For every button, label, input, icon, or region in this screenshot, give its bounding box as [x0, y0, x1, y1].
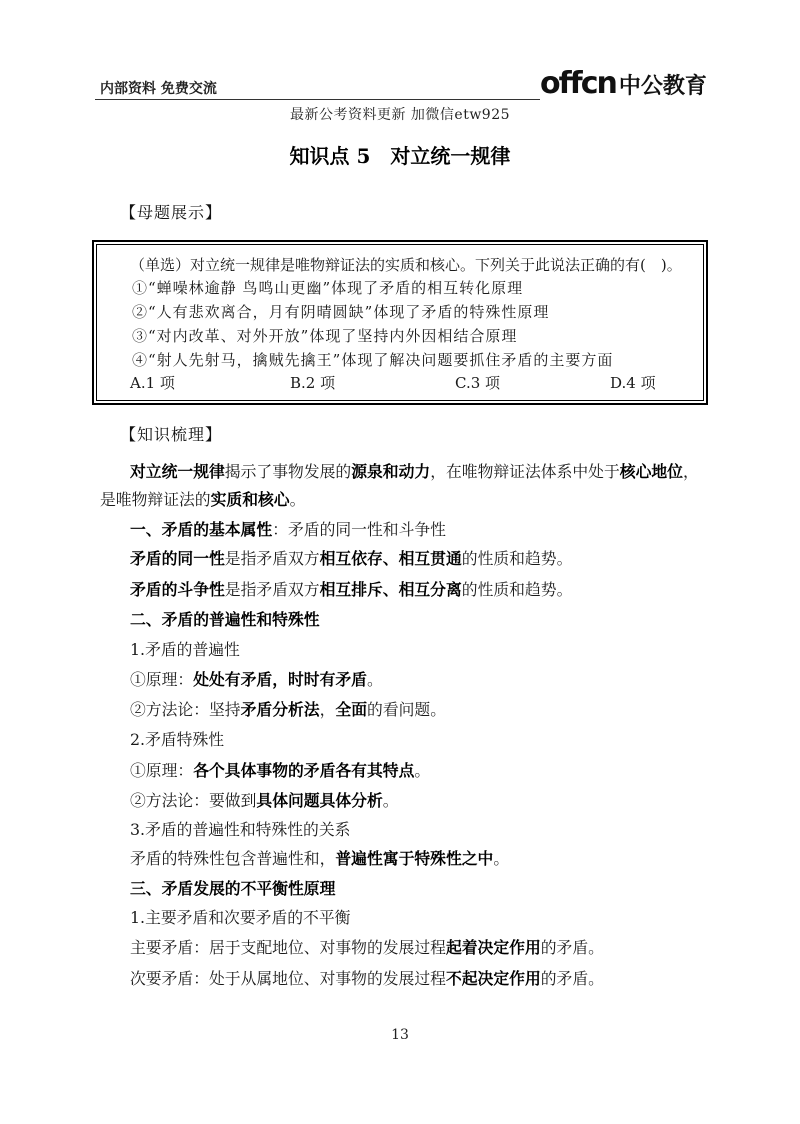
plain-text: ，	[319, 700, 336, 719]
plain-text: 主要矛盾：居于支配地位、对事物的发展过程	[130, 938, 446, 957]
plain-text: 的矛盾。	[540, 938, 604, 957]
knowledge-line	[130, 670, 383, 690]
plain-text: ：矛盾的同一性和斗争性	[272, 520, 446, 539]
plain-text: 。	[382, 791, 399, 810]
heading-level-2	[130, 640, 240, 660]
knowledge-line	[100, 490, 305, 510]
plain-text: 的看问题。	[367, 700, 447, 719]
plain-text: 揭示了事物发展的	[224, 462, 352, 481]
question-statement: ③“对内改革、对外开放”体现了坚持内外因相结合原理	[132, 327, 518, 345]
emphasis-text: 三、矛盾发展的不平衡性原理	[130, 879, 336, 898]
plain-text: 次要矛盾：处于从属地位、对事物的发展过程	[130, 969, 446, 988]
plain-text: ，	[682, 462, 699, 481]
knowledge-line	[130, 580, 572, 600]
plain-text: 。	[414, 761, 431, 780]
emphasis-text: 各个具体事物的矛盾各有其特点	[193, 761, 415, 780]
emphasis-text: 核心地位	[619, 462, 683, 481]
logo-cn-text: 中公教育	[618, 74, 707, 99]
plain-text: 3.矛盾的普遍性和特殊性的关系	[130, 820, 351, 839]
plain-text: 。	[289, 490, 306, 509]
plain-text: ②方法论：坚持	[130, 700, 241, 719]
emphasis-text: 二、矛盾的普遍性和特殊性	[130, 610, 320, 629]
emphasis-text: 对立统一规律	[130, 462, 225, 481]
knowledge-line	[130, 969, 604, 989]
question-box	[92, 240, 708, 405]
update-notice: 最新公考资料更新 加微信etw925	[289, 107, 511, 123]
plain-text: 1.矛盾的普遍性	[130, 640, 240, 659]
question-statement: ②“人有悲欢离合，月有阴晴圆缺”体现了矛盾的特殊性原理	[132, 303, 550, 321]
emphasis-text: 矛盾的斗争性	[130, 580, 225, 599]
emphasis-text: 不起决定作用	[445, 969, 541, 988]
answer-option-a: A.1 项	[130, 374, 175, 392]
emphasis-text: 实质和核心	[210, 490, 290, 509]
plain-text: ①原理：	[130, 761, 194, 780]
plain-text: 的性质和趋势。	[461, 580, 573, 599]
knowledge-line	[130, 700, 446, 720]
heading-level-2	[130, 730, 224, 750]
question-statement: ①“蝉噪林逾静 鸟鸣山更幽”体现了矛盾的相互转化原理	[132, 279, 524, 297]
plain-text: 的矛盾。	[540, 969, 604, 988]
answer-option-c: C.3 项	[455, 374, 501, 392]
knowledge-line	[130, 462, 699, 482]
knowledge-line	[130, 549, 572, 569]
plain-text: 是唯物辩证法的	[100, 490, 211, 509]
knowledge-line	[130, 761, 430, 781]
emphasis-text: 相互排斥、相互分离	[319, 580, 462, 599]
heading-level-1	[130, 520, 446, 540]
question-section-label: 【母题展示】	[120, 203, 223, 222]
plain-text: ，在唯物辩证法体系中处于	[430, 462, 620, 481]
knowledge-line	[130, 938, 604, 958]
emphasis-text: 矛盾分析法	[240, 700, 320, 719]
emphasis-text: 起着决定作用	[445, 938, 541, 957]
plain-text: ①原理：	[130, 670, 194, 689]
plain-text: 。	[493, 849, 510, 868]
header-left-text: 内部资料 免费交流	[100, 81, 217, 97]
plain-text: 2.矛盾特殊性	[130, 730, 225, 749]
emphasis-text: 一、矛盾的基本属性	[130, 520, 273, 539]
answer-option-b: B.2 项	[290, 374, 336, 392]
emphasis-text: 普遍性寓于特殊性之中	[335, 849, 494, 868]
question-statement: ④“射人先射马，擒贼先擒王”体现了解决问题要抓住矛盾的主要方面	[132, 351, 614, 369]
emphasis-text: 具体问题具体分析	[256, 791, 383, 810]
logo-latin-text: offcn	[540, 66, 616, 101]
emphasis-text: 源泉和动力	[351, 462, 431, 481]
knowledge-line	[130, 791, 399, 811]
heading-level-1	[130, 610, 320, 630]
question-stem: （单选）对立统一规律是唯物辩证法的实质和核心。下列关于此说法正确的有( )。	[130, 256, 682, 274]
emphasis-text: 相互依存、相互贯通	[319, 549, 462, 568]
answer-option-d: D.4 项	[610, 374, 656, 392]
offcn-logo	[540, 66, 707, 102]
plain-text: 是指矛盾双方	[224, 549, 320, 568]
heading-level-1	[130, 879, 335, 899]
plain-text: 是指矛盾双方	[224, 580, 320, 599]
page-number: 13	[391, 1027, 409, 1043]
header-rule	[95, 99, 540, 100]
knowledge-section-label: 【知识梳理】	[120, 425, 223, 444]
emphasis-text: 矛盾的同一性	[130, 549, 225, 568]
emphasis-text: 处处有矛盾，时时有矛盾	[193, 670, 367, 689]
plain-text: 的性质和趋势。	[461, 549, 573, 568]
heading-level-2	[130, 820, 350, 840]
plain-text: 矛盾的特殊性包含普遍性和，	[130, 849, 336, 868]
page-title: 知识点 5 对立统一规律	[289, 144, 511, 168]
plain-text: 1.主要矛盾和次要矛盾的不平衡	[130, 908, 351, 927]
heading-level-2	[130, 908, 350, 928]
emphasis-text: 全面	[335, 700, 368, 719]
plain-text: 。	[366, 670, 383, 689]
knowledge-line	[130, 849, 509, 869]
plain-text: ②方法论：要做到	[130, 791, 257, 810]
